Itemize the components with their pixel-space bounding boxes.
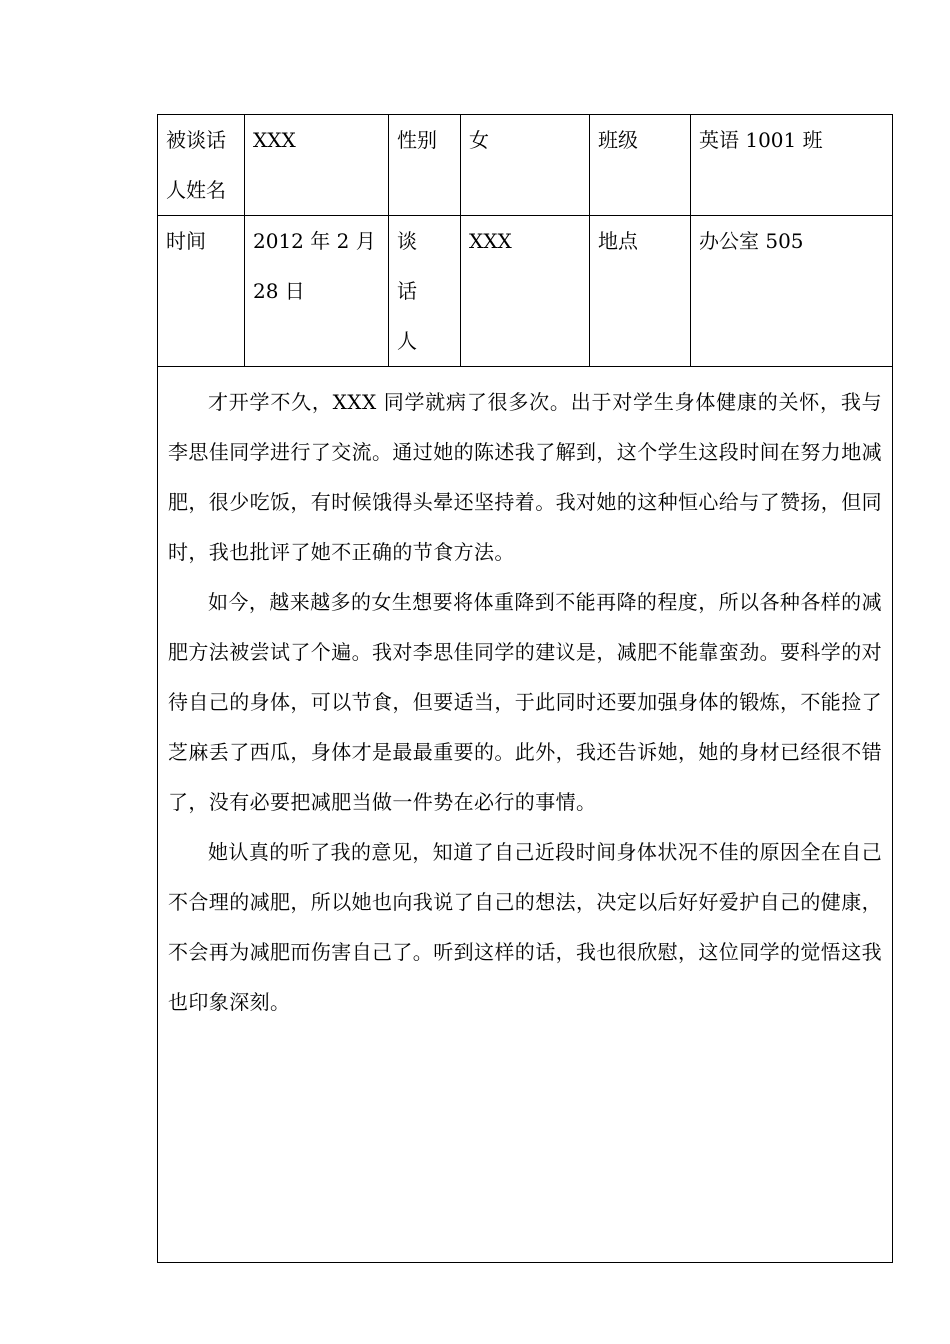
time-label: 时间	[158, 216, 245, 367]
gender-label: 性别	[389, 115, 461, 216]
content-paragraph-3: 她认真的听了我的意见，知道了自己近段时间身体状况不佳的原因全在自己不合理的减肥，所以她也向我说了自己的想法，决定以后好好爱护自己的健康，不会再为减肥而伤害自己了。听到这样的话，我也很欣慰，这位同学的觉悟这我也印象深刻。	[168, 840, 882, 1014]
content-paragraph-2: 如今，越来越多的女生想要将体重降到不能再降的程度，所以各种各样的减肥方法被尝试了个遍。我对李思佳同学的建议是，减肥不能靠蛮劲。要科学的对待自己的身体，可以节食，但要适当，于此同时还要加强身体的锻炼，不能捡了芝麻丢了西瓜，身体才是最最重要的。此外，我还告诉她，她的身材已经很不错了，没有必要把减肥当做一件势在必行的事情。	[168, 590, 882, 814]
interviewee-name-label: 被谈话人姓名	[158, 115, 245, 216]
interviewee-name-value: XXX	[245, 115, 389, 216]
location-label: 地点	[590, 216, 691, 367]
table-row	[158, 216, 893, 367]
interviewer-label: 谈话人	[389, 216, 461, 367]
interviewer-value: XXX	[461, 216, 590, 367]
content-paragraph-1: 才开学不久，XXX 同学就病了很多次。出于对学生身体健康的关怀，我与李思佳同学进行了交流。通过她的陈述我了解到，这个学生这段时间在努力地减肥，很少吃饭，有时候饿得头晕还坚持着。我对她的这种恒心给与了赞扬，但同时，我也批评了她不正确的节食方法。	[168, 390, 882, 564]
table-row	[158, 367, 893, 1263]
class-label: 班级	[590, 115, 691, 216]
location-value: 办公室 505	[691, 216, 893, 367]
conversation-content-cell	[158, 367, 893, 1263]
gender-value: 女	[461, 115, 590, 216]
time-value: 2012 年 2 月 28 日	[245, 216, 389, 367]
class-value: 英语 1001 班	[691, 115, 893, 216]
table-row	[158, 115, 893, 216]
interview-record-table	[157, 114, 893, 1263]
